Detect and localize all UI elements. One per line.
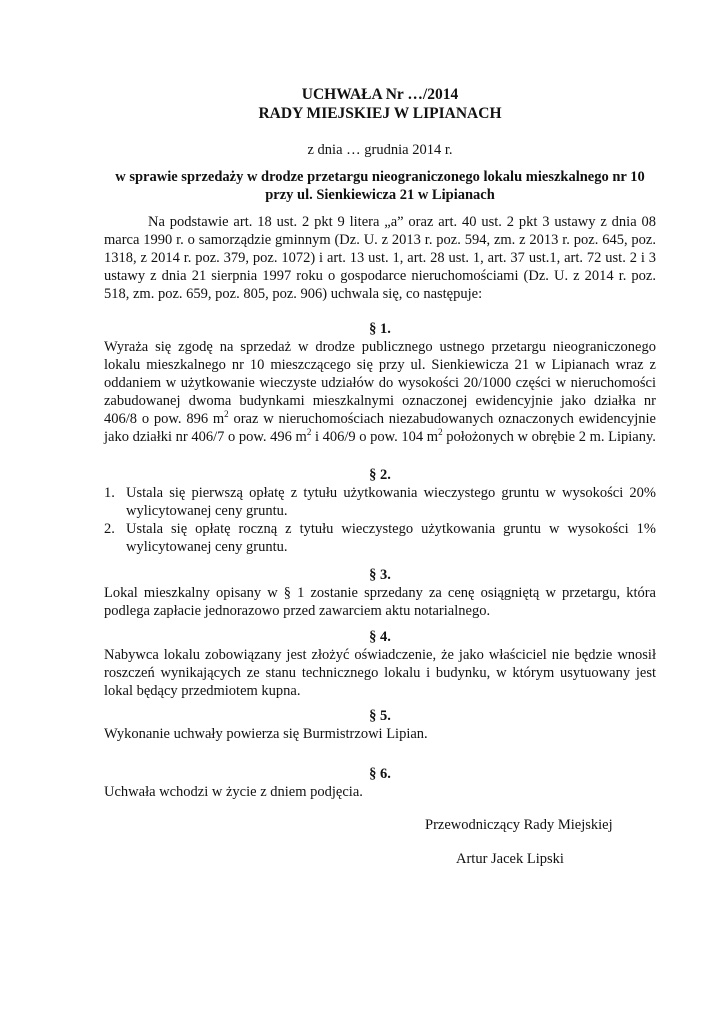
legal-basis-paragraph: Na podstawie art. 18 ust. 2 pkt 9 litera „a” oraz art. 40 ust. 2 pkt 3 ustawy z dnia 08 marca 1990 r. o samorządzie gminnym (Dz. U. z 2013 r. poz. 594, zm. z 2013 r. poz. 645, poz. 1318, z 2014 r. poz. 379, poz. 1072) i art. 13 ust. 1, art. 28 ust. 1, art. 37 ust.1, art. 72 ust. 2 i 3 ustawy z dnia 21 sierpnia 1997 roku o gospodarce nieruchomościami (Dz. U. z 2014 r. poz. 518, zm. poz. 659, poz. 805, poz. 906) uchwala się, co następuje: [104, 214, 656, 302]
section-5-text: Wykonanie uchwały powierza się Burmistrzowi Lipian. [104, 726, 428, 742]
section-1-heading: § 1. [369, 321, 391, 337]
section-2-list [104, 484, 656, 556]
signatory-role: Przewodniczący Rady Miejskiej [425, 817, 613, 833]
list-item [104, 484, 656, 520]
superscript: 2 [438, 427, 443, 437]
resolution-title: UCHWAŁA Nr …/2014 [301, 86, 459, 103]
document-page [104, 0, 656, 1024]
section-5-heading: § 5. [369, 708, 391, 724]
list-item-number: 2. [104, 521, 115, 537]
section-1-text [104, 338, 656, 446]
resolution-date: z dnia … grudnia 2014 r. [307, 142, 453, 158]
signatory-name: Artur Jacek Lipski [456, 851, 564, 867]
superscript: 2 [224, 409, 229, 419]
section-1-text-a: Wyraża się zgodę na sprzedaż w drodze publicznego ustnego przetargu nieograniczonego lokalu mieszkalnego nr 10 mieszczącego się przy ul. Sienkiewicza 21 w Lipianach wraz z oddaniem w użytkowanie wieczyste udziałów do wysokości 20/1000 części w nieruchomości zabudowanej dwoma budynkami mieszkalnymi oznaczonej ewidencyjnie jako działka nr 406/8 o pow. 896 m [104, 339, 656, 427]
section-6-heading: § 6. [369, 766, 391, 782]
section-2-heading: § 2. [369, 467, 391, 483]
section-1-text-c: i 406/9 o pow. 104 m [311, 429, 439, 445]
superscript: 2 [306, 427, 312, 437]
section-3-heading: § 3. [369, 567, 391, 583]
list-item-text: Ustala się opłatę roczną z tytułu wieczystego użytkowania gruntu w wysokości 1% wylicytowanej ceny gruntu. [126, 521, 656, 555]
subject-line-1: w sprawie sprzedaży w drodze przetargu nieograniczonego lokalu mieszkalnego nr 10 [115, 169, 645, 185]
section-4-heading: § 4. [369, 629, 391, 645]
list-item [104, 520, 656, 556]
list-item-text: Ustala się pierwszą opłatę z tytułu użytkowania wieczystego gruntu w wysokości 20% wylicytowanej ceny gruntu. [126, 485, 656, 519]
section-1-text-d: położonych w obrębie 2 m. Lipiany. [442, 429, 656, 445]
section-4-text: Nabywca lokalu zobowiązany jest złożyć oświadczenie, że jako właściciel nie będzie wnosił roszczeń wynikających ze stanu technicznego lokalu i budynku, w którym usytuowany jest lokal będący przedmiotem kupna. [104, 647, 656, 699]
section-6-text: Uchwała wchodzi w życie z dniem podjęcia. [104, 784, 363, 800]
list-item-number: 1. [104, 485, 115, 501]
section-1-text-b: oraz w nieruchomościach niezabudowanych oznaczonych ewidencyjnie jako działki nr 406/7 o pow. 496 m [104, 411, 656, 445]
section-3-text: Lokal mieszkalny opisany w § 1 zostanie sprzedany za cenę osiągniętą w przetargu, która podlega zapłacie jednorazowo przed zawarciem aktu notarialnego. [104, 585, 656, 619]
subject-line-2: przy ul. Sienkiewicza 21 w Lipianach [265, 187, 495, 203]
council-name: RADY MIEJSKIEJ W LIPIANACH [258, 105, 502, 122]
